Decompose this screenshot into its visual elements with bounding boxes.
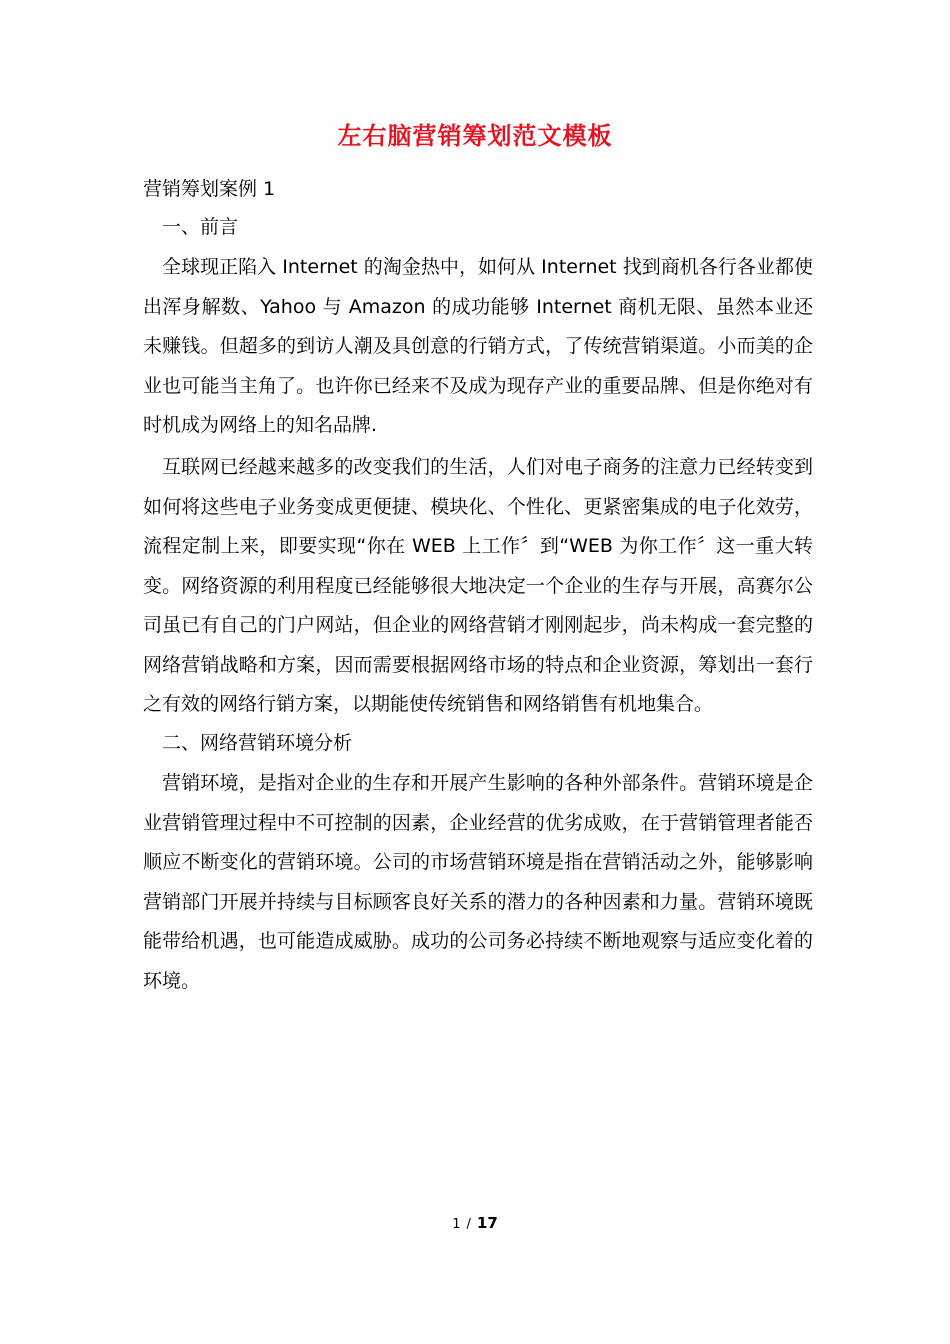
section-heading-preface: 一、前言 (162, 216, 239, 238)
document-title: 左右脑营销筹划范文模板 (337, 121, 613, 150)
paragraph-preface-2: 互联网已经越来越多的改变我们的生活，人们对电子商务的注意力已经转变到如何将这些电子业务变成更便捷、模块化、个性化、更紧密集成的电子化效劳，流程定制上来，即要实现“你在 WEB 上工作〞到“WEB 为你工作〞这一重大转变。网络资源的利用程度已经能够很大地决定一个企业的生存与开展，高赛尔公司虽已有自己的门户网站，但企业的网络营销才刚刚起步，尚未构成一套完整的网络营销战略和方案，因而需要根据网络市场的特点和企业资源，筹划出一套行之有效的网络行销方案，以期能使传统销售和网络销售有机地集合。 (143, 456, 813, 715)
case-label: 营销筹划案例 1 (143, 178, 276, 200)
page-number (0, 1212, 950, 1236)
section-heading-environment: 二、网络营销环境分析 (162, 732, 353, 754)
page-current: 1 (452, 1217, 461, 1232)
paragraph-preface-1: 全球现正陷入 Internet 的淘金热中，如何从 Internet 找到商机各行各业都使出浑身解数、Yahoo 与 Amazon 的成功能够 Internet 商机无限、虽然本业还未赚钱。但超多的到访人潮及具创意的行销方式，了传统营销渠道。小而美的企业也可能当主角了。也许你已经来不及成为现存产业的重要品牌、但是你绝对有时机成为网络上的知名品牌. (143, 256, 813, 436)
paragraph-environment-1: 营销环境，是指对企业的生存和开展产生影响的各种外部条件。营销环境是企业营销管理过程中不可控制的因素，企业经营的优劣成败，在于营销管理者能否顺应不断变化的营销环境。公司的市场营销环境是指在营销活动之外，能够影响营销部门开展并持续与目标顾客良好关系的潜力的各种因素和力量。营销环境既能带给机遇，也可能造成威胁。成功的公司务必持续不断地观察与适应变化着的环境。 (143, 772, 813, 992)
page-total: 17 (476, 1214, 498, 1232)
page-separator: / (466, 1217, 471, 1232)
